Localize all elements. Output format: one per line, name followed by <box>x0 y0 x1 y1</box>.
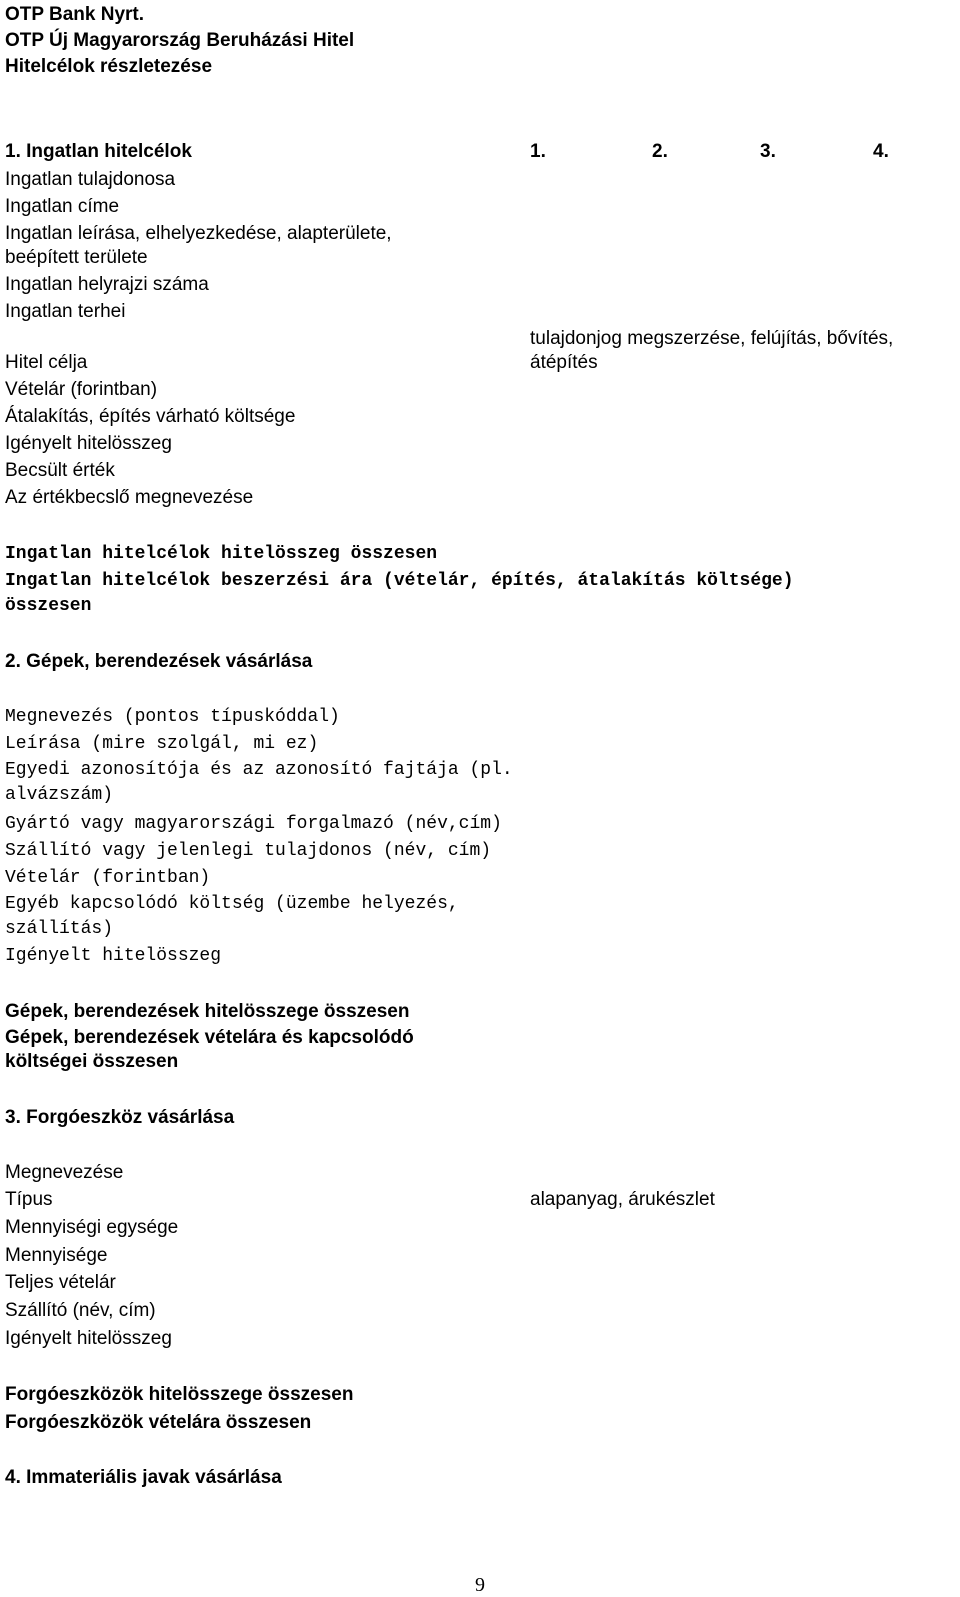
row-label: Hitel célja <box>5 352 88 373</box>
row-label: Mennyisége <box>5 1245 108 1266</box>
section1-total-cost-cont: összesen <box>5 596 92 616</box>
column-header-4: 4. <box>873 141 889 162</box>
column-header-1: 1. <box>530 141 546 162</box>
row-label: Gyártó vagy magyarországi forgalmazó (név,cím) <box>5 814 502 834</box>
row-label: Szállító vagy jelenlegi tulajdonos (név, cím) <box>5 841 492 861</box>
header-subtitle: Hitelcélok részletezése <box>5 56 213 77</box>
row-label: Átalakítás, építés várható költsége <box>5 406 296 427</box>
column-header-2: 2. <box>652 141 668 162</box>
row-label: alvázszám) <box>5 785 114 805</box>
row-label: Vételár (forintban) <box>5 868 211 888</box>
section2-total-cost-cont: költségei összesen <box>5 1051 179 1072</box>
section2-total-cost: Gépek, berendezések vételára és kapcsolódó <box>5 1027 414 1048</box>
type-note: alapanyag, árukészlet <box>530 1189 715 1210</box>
section3-total-cost: Forgóeszközök vételára összesen <box>5 1412 312 1433</box>
row-label: Igényelt hitelösszeg <box>5 433 172 454</box>
section3-title: 3. Forgóeszköz vásárlása <box>5 1107 235 1128</box>
row-label: Ingatlan leírása, elhelyezkedése, alapterülete, <box>5 223 392 244</box>
row-label: Ingatlan tulajdonosa <box>5 169 176 190</box>
row-label: Becsült érték <box>5 460 115 481</box>
section4-title: 4. Immateriális javak vásárlása <box>5 1467 282 1488</box>
row-label: Ingatlan terhei <box>5 301 126 322</box>
row-label: Teljes vételár <box>5 1272 116 1293</box>
row-label: Vételár (forintban) <box>5 379 158 400</box>
row-label: Megnevezés (pontos típuskóddal) <box>5 707 340 727</box>
section2-title: 2. Gépek, berendezések vásárlása <box>5 651 313 672</box>
section2-total-loan: Gépek, berendezések hitelösszege összesen <box>5 1001 410 1022</box>
page-number: 9 <box>475 1574 485 1596</box>
section1-total-loan: Ingatlan hitelcélok hitelösszeg összesen <box>5 544 438 564</box>
section1-title: 1. Ingatlan hitelcélok <box>5 141 192 162</box>
row-label: Szállító (név, cím) <box>5 1300 156 1321</box>
row-label: Típus <box>5 1189 53 1210</box>
column-header-3: 3. <box>760 141 776 162</box>
row-label: Egyedi azonosítója és az azonosító fajtája (pl. <box>5 760 513 780</box>
row-label: Az értékbecslő megnevezése <box>5 487 254 508</box>
row-label: Leírása (mire szolgál, mi ez) <box>5 734 319 754</box>
row-label: Igényelt hitelösszeg <box>5 1328 172 1349</box>
row-label: Megnevezése <box>5 1162 124 1183</box>
row-label: Ingatlan címe <box>5 196 120 217</box>
row-label: beépített területe <box>5 247 148 268</box>
section1-total-cost: Ingatlan hitelcélok beszerzési ára (vételár, építés, átalakítás költsége) <box>5 571 794 591</box>
row-label: szállítás) <box>5 919 114 939</box>
row-label: Egyéb kapcsolódó költség (üzembe helyezés, <box>5 894 459 914</box>
header-bank: OTP Bank Nyrt. <box>5 4 145 25</box>
purpose-note: tulajdonjog megszerzése, felújítás, bővítés, <box>530 328 894 349</box>
purpose-note-cont: átépítés <box>530 352 598 373</box>
row-label: Igényelt hitelösszeg <box>5 946 222 966</box>
row-label: Mennyiségi egysége <box>5 1217 179 1238</box>
section3-total-loan: Forgóeszközök hitelösszege összesen <box>5 1384 354 1405</box>
header-product: OTP Új Magyarország Beruházási Hitel <box>5 30 355 51</box>
row-label: Ingatlan helyrajzi száma <box>5 274 209 295</box>
